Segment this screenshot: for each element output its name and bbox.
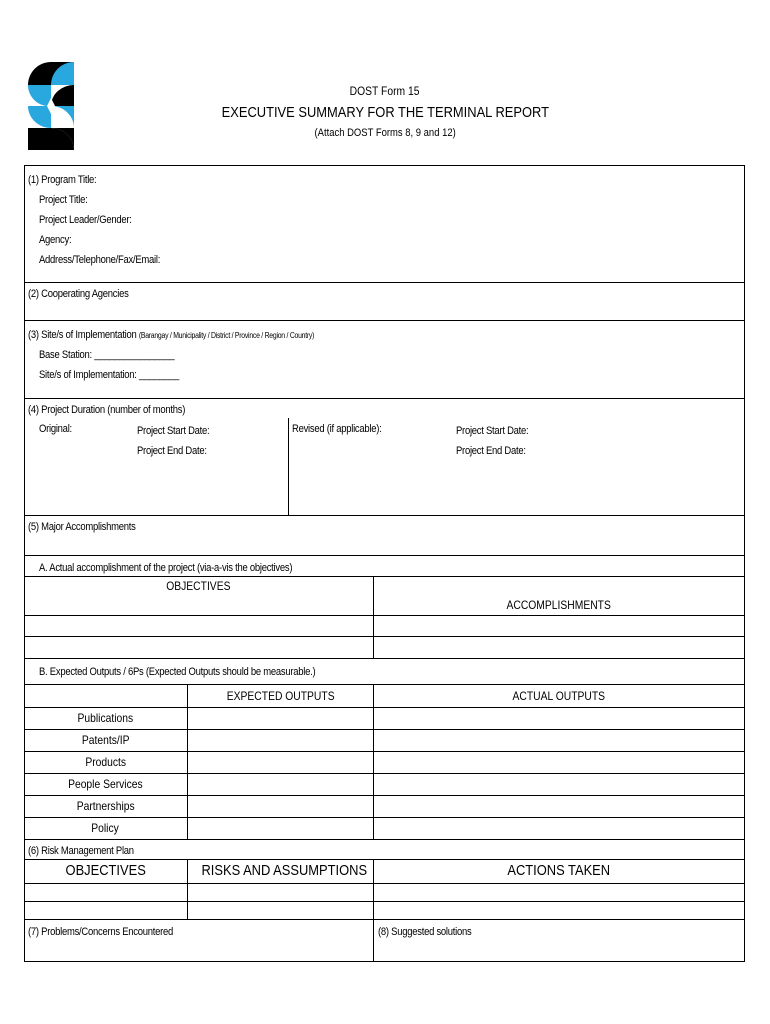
project-title-label: Project Title:	[39, 194, 88, 206]
start-date-label-revised: Project Start Date:	[456, 425, 529, 437]
original-label: Original:	[39, 423, 72, 435]
cooperating-agencies-label: (2) Cooperating Agencies	[28, 288, 129, 300]
accomplishments-header: ACCOMPLISHMENTS	[506, 598, 612, 612]
output-row-label: Publications	[77, 711, 134, 725]
section-1	[28, 170, 180, 270]
suggested-solutions-label: (8) Suggested solutions	[378, 926, 472, 938]
actual-outputs-header: ACTUAL OUTPUTS	[512, 689, 606, 703]
section-2	[28, 286, 145, 300]
problems-label: (7) Problems/Concerns Encountered	[28, 926, 174, 938]
address-label: Address/Telephone/Fax/Email:	[39, 254, 161, 266]
risk-management-label: (6) Risk Management Plan	[28, 845, 134, 857]
project-leader-label: Project Leader/Gender:	[39, 214, 132, 226]
output-row-label: Patents/IP	[81, 733, 130, 747]
output-row-label: People Services	[68, 777, 143, 791]
output-row-label: Policy	[91, 821, 120, 835]
actions-taken-header: ACTIONS TAKEN	[507, 862, 611, 879]
start-date-label-original: Project Start Date:	[137, 425, 210, 437]
form-number: DOST Form 15	[350, 84, 420, 98]
page-title: EXECUTIVE SUMMARY FOR THE TERMINAL REPORT	[221, 104, 549, 121]
base-station-label: Base Station: ________________	[39, 349, 175, 361]
program-title-label: (1) Program Title:	[28, 174, 97, 186]
end-date-label-revised: Project End Date:	[456, 445, 526, 457]
revised-label: Revised (if applicable):	[292, 423, 382, 435]
expected-outputs-header: EXPECTED OUTPUTS	[226, 689, 335, 703]
objectives-header: OBJECTIVES	[166, 579, 231, 593]
major-accomplishments-label: (5) Major Accomplishments	[28, 521, 136, 533]
expected-outputs-label: B. Expected Outputs / 6Ps (Expected Outputs should be measurable.)	[39, 666, 316, 678]
output-row-label: Partnerships	[76, 799, 135, 813]
output-row-label: Products	[85, 755, 126, 769]
risks-header: RISKS AND ASSUMPTIONS	[201, 862, 368, 879]
end-date-label-original: Project End Date:	[137, 445, 207, 457]
sites-note: (Barangay / Municipality / District / Province / Region / Country)	[138, 331, 315, 340]
risk-objectives-header: OBJECTIVES	[65, 862, 146, 879]
duration-label-wrap	[28, 402, 211, 416]
sites-implementation-label: Site/s of Implementation: ________	[39, 369, 180, 381]
agency-label: Agency:	[39, 234, 72, 246]
actual-accomplishment-label: A. Actual accomplishment of the project (via-a-vis the objectives)	[39, 562, 293, 574]
sites-label: (3) Site/s of Implementation	[28, 329, 137, 341]
page-subtitle: (Attach DOST Forms 8, 9 and 12)	[314, 127, 456, 139]
duration-label: (4) Project Duration (number of months)	[28, 404, 186, 416]
section-3	[28, 325, 361, 385]
